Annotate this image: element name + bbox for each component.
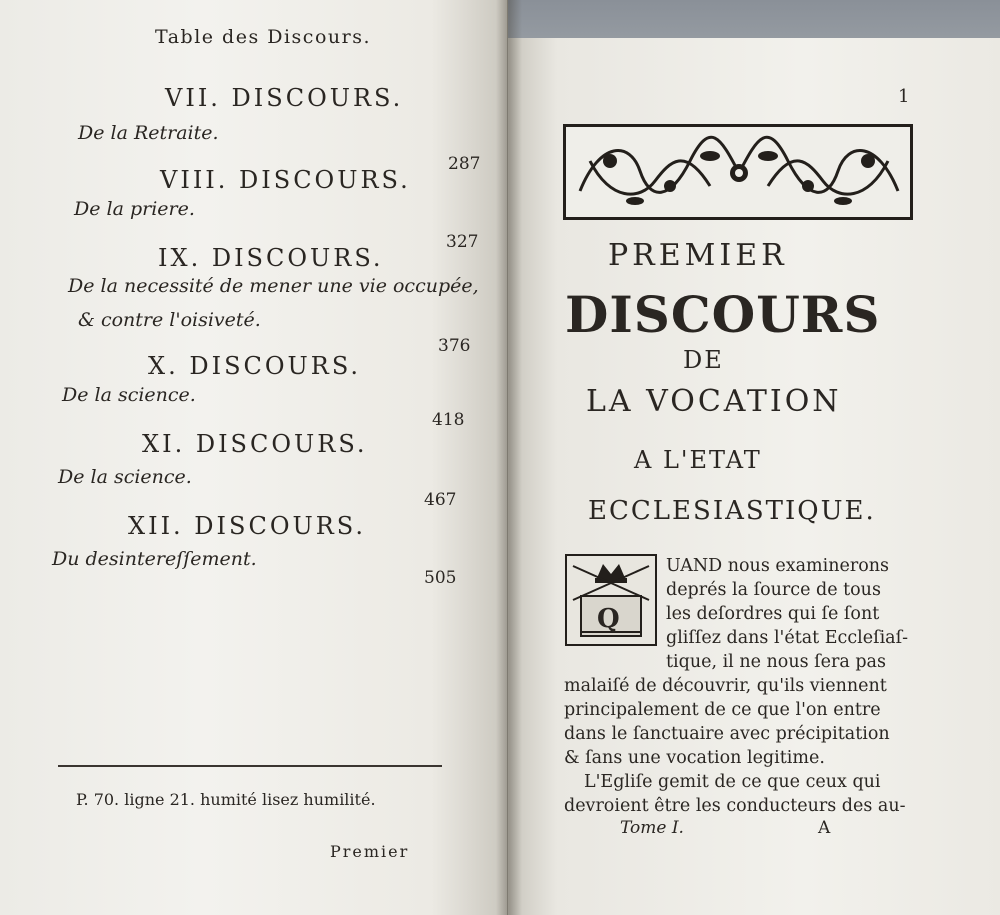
page-number: 1 <box>898 86 910 107</box>
discourse-heading: XI. DISCOURS. <box>142 430 368 458</box>
body-line: principalement de ce que l'on entre <box>564 700 881 720</box>
page-reference: 287 <box>448 154 481 174</box>
title-line: DE <box>683 346 724 374</box>
discourse-title: De la Retraite. <box>78 122 219 144</box>
running-header: Table des Discours. <box>155 26 371 48</box>
ornamental-headpiece <box>563 124 913 220</box>
initial-letter: Q <box>597 604 620 634</box>
title-line: ECCLESIASTIQUE. <box>588 496 876 526</box>
page-reference: 376 <box>438 336 471 356</box>
discourse-heading: IX. DISCOURS. <box>158 244 384 272</box>
foliage-ornament-icon <box>570 131 908 215</box>
discourse-heading: XII. DISCOURS. <box>128 512 367 540</box>
book-gutter <box>496 0 522 915</box>
title-line: DISCOURS <box>565 285 881 344</box>
decorated-initial <box>565 554 657 646</box>
body-line: les deſordres qui ſe ſont <box>666 604 880 624</box>
body-line: malaiſé de découvrir, qu'ils viennent <box>564 676 887 696</box>
body-line: deprés la ſource de tous <box>666 580 881 600</box>
discourse-heading: X. DISCOURS. <box>148 352 362 380</box>
errata-note: P. 70. ligne 21. humité lisez humilité. <box>76 790 376 809</box>
title-line: LA VOCATION <box>586 384 842 419</box>
discourse-heading: VII. DISCOURS. <box>165 84 404 112</box>
body-line: tique, il ne nous ſera pas <box>666 652 886 672</box>
body-line: & ſans une vocation legitime. <box>564 748 825 768</box>
discourse-title: Du desintereſſement. <box>52 548 257 570</box>
discourse-title-line: De la necessité de mener une vie occupée, <box>68 275 479 297</box>
signature-mark: A <box>818 818 831 838</box>
body-line: UAND nous examinerons <box>666 556 890 576</box>
page-reference: 505 <box>424 568 457 588</box>
discourse-heading: VIII. DISCOURS. <box>160 166 411 194</box>
body-line: gliſſez dans l'état Eccleſiaſ- <box>666 628 908 648</box>
page-reference: 327 <box>446 232 479 252</box>
body-line: dans le ſanctuaire avec précipitation <box>564 724 890 744</box>
discourse-title: De la priere. <box>74 198 195 220</box>
catchword: Premier <box>330 842 410 861</box>
title-line: PREMIER <box>608 238 788 273</box>
page-reference: 418 <box>432 410 465 430</box>
discourse-title: De la science. <box>58 466 192 488</box>
page-reference: 467 <box>424 490 457 510</box>
title-line: A L'ETAT <box>634 446 762 474</box>
horizontal-rule <box>58 765 442 767</box>
volume-label: Tome I. <box>620 818 684 838</box>
body-line: devroient être les conducteurs des au- <box>564 796 906 816</box>
discourse-title: De la science. <box>62 384 196 406</box>
discourse-title-line: & contre l'oisiveté. <box>78 309 261 331</box>
body-line: L'Egliſe gemit de ce que ceux qui <box>584 772 881 792</box>
